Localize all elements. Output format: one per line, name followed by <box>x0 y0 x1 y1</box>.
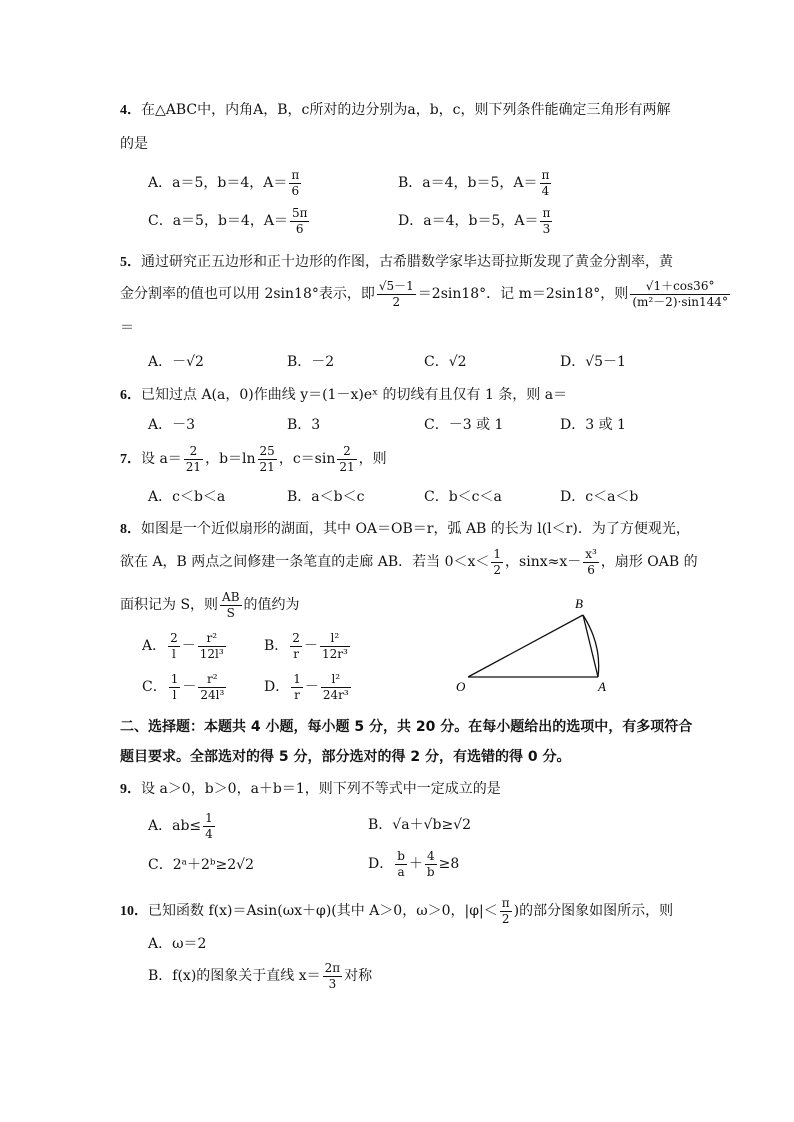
q4-stem-line2: 的是 <box>120 136 148 152</box>
label-a: A <box>598 679 606 694</box>
q8-number: 8． <box>120 522 141 537</box>
q6-stem: 6．已知过点 A(a，0)作曲线 y＝(1－x)eˣ 的切线有且仅有 1 条，则 a＝ <box>120 387 568 403</box>
q10-option-b: B．f(x)的图象关于直线 x＝ $\frac{2\pi}{3}$ 对称 <box>148 961 373 991</box>
label-o: O <box>456 679 466 694</box>
q7-option-b: B．a＜b＜c <box>287 489 365 505</box>
q8-option-d: D． $\frac{1}{r}$ － $\frac{\text{l²}}{\text{24r³}}$ <box>264 672 349 702</box>
q7-option-a: A．c＜b＜a <box>148 489 226 505</box>
q8-stem-line3: 面积记为 S，则 $\frac{AB}{S}$ 的值约为 <box>120 590 300 620</box>
q9-option-b: B．√a＋√b≥√2 <box>368 817 471 833</box>
section2-header-line2: 题目要求。全部选对的得 5 分，部分选对的得 2 分，有选错的得 0 分。 <box>120 749 571 765</box>
label-b: B <box>575 596 583 611</box>
q9-stem: 9．设 a＞0，b＞0，a＋b＝1，则下列不等式中一定成立的是 <box>120 781 501 797</box>
q8-option-a: A． $\frac{2}{l}$ － $\frac{\text{r²}}{\text{12l³}}$ <box>142 631 224 661</box>
q4-number: 4． <box>120 103 141 118</box>
q5-number: 5． <box>120 255 141 270</box>
q9-number: 9． <box>120 782 141 797</box>
q9-option-c: C．2ᵃ＋2ᵇ≥2√2 <box>148 857 254 873</box>
q6-option-d: D．3 或 1 <box>560 417 626 433</box>
q6-option-a: A．－3 <box>148 417 196 433</box>
sector-figure <box>450 590 620 700</box>
q5-stem-line3: ＝ <box>120 320 134 336</box>
q4-option-c: C．a＝5，b＝4，A＝ $\frac{5\pi}{6}$ <box>148 206 308 236</box>
q7-option-c: C．b＜c＜a <box>424 489 502 505</box>
q8-option-c: C． $\frac{1}{l}$ － $\frac{\text{r²}}{\text{24l³}}$ <box>142 672 225 702</box>
q4-stem-line1: 4．在△ABC中，内角A，B，c所对的边分别为a，b，c，则下列条件能确定三角形有两解 <box>120 102 671 118</box>
section2-header-line1: 二、选择题：本题共 4 小题，每小题 5 分，共 20 分。在每小题给出的选项中，有多项符合 <box>120 719 693 735</box>
q10-number: 10． <box>120 904 148 920</box>
q6-option-c: C．－3 或 1 <box>424 417 504 433</box>
q8-option-b: B． $\frac{2}{r}$ － $\frac{\text{l²}}{\text{12r³}}$ <box>264 631 348 661</box>
q4-option-d: D．a＝4，b＝5，A＝ $\frac{\pi}{3}$ <box>398 206 551 236</box>
q8-stem-line2: 欲在 A，B 两点之间修建一条笔直的走廊 AB．若当 0＜x＜ $\frac{1}{2}$ ，sinx≈x－ $\frac{\text{x³}}{6}$ ，扇形 OAB 的 <box>120 547 698 577</box>
q7-stem: 7．设 a＝ $\frac{2}{21}$ ，b＝ln $\frac{25}{21}$ ，c＝sin $\frac{2}{21}$ ，则 <box>120 444 387 474</box>
q7-option-d: D．c＜a＜b <box>560 489 639 505</box>
segment-ob <box>468 615 583 677</box>
q5-stem-line1: 5．通过研究正五边形和正十边形的作图，古希腊数学家毕达哥拉斯发现了黄金分割率，黄 <box>120 254 673 270</box>
q6-option-b: B．3 <box>287 417 321 433</box>
q4-option-b: B．a＝4，b＝5，A＝ $\frac{\pi}{4}$ <box>398 168 550 198</box>
q7-number: 7． <box>120 452 141 468</box>
q5-option-d: D．√5－1 <box>560 354 626 370</box>
q10-option-a: A．ω＝2 <box>148 936 207 952</box>
q6-number: 6． <box>120 388 141 403</box>
q5-stem-line2: 金分割率的值也可以用 2sin18°表示，即 $\frac{√5-1}{2}$ ＝2sin18°．记 m＝2sin18°，则 $\frac{√1+\cos 36^\circ}{\text{(m²－2)·sin144°}}$ <box>120 279 728 309</box>
q9-option-d: D． $\frac{b}{a}$ ＋ $\frac{4}{b}$ ≥8 <box>368 849 460 879</box>
q10-stem: 10．已知函数 f(x)＝Asin(ωx＋φ)(其中 A＞0，ω＞0，|φ|＜ $\frac{\pi}{2}$ )的部分图象如图所示，则 <box>120 896 674 926</box>
q8-stem-line1: 8．如图是一个近似扇形的湖面，其中 OA＝OB＝r，弧 AB 的长为 l(l＜r)．为了方便观光， <box>120 521 690 537</box>
q4-option-a: A．a＝5，b＝4，A＝ $\frac{\pi}{6}$ <box>148 168 300 198</box>
q5-option-c: C．√2 <box>424 354 467 370</box>
q9-option-a: A．ab≤ $\frac{1}{4}$ <box>148 811 213 841</box>
q5-option-b: B．－2 <box>287 354 335 370</box>
q5-option-a: A．－√2 <box>148 354 204 370</box>
